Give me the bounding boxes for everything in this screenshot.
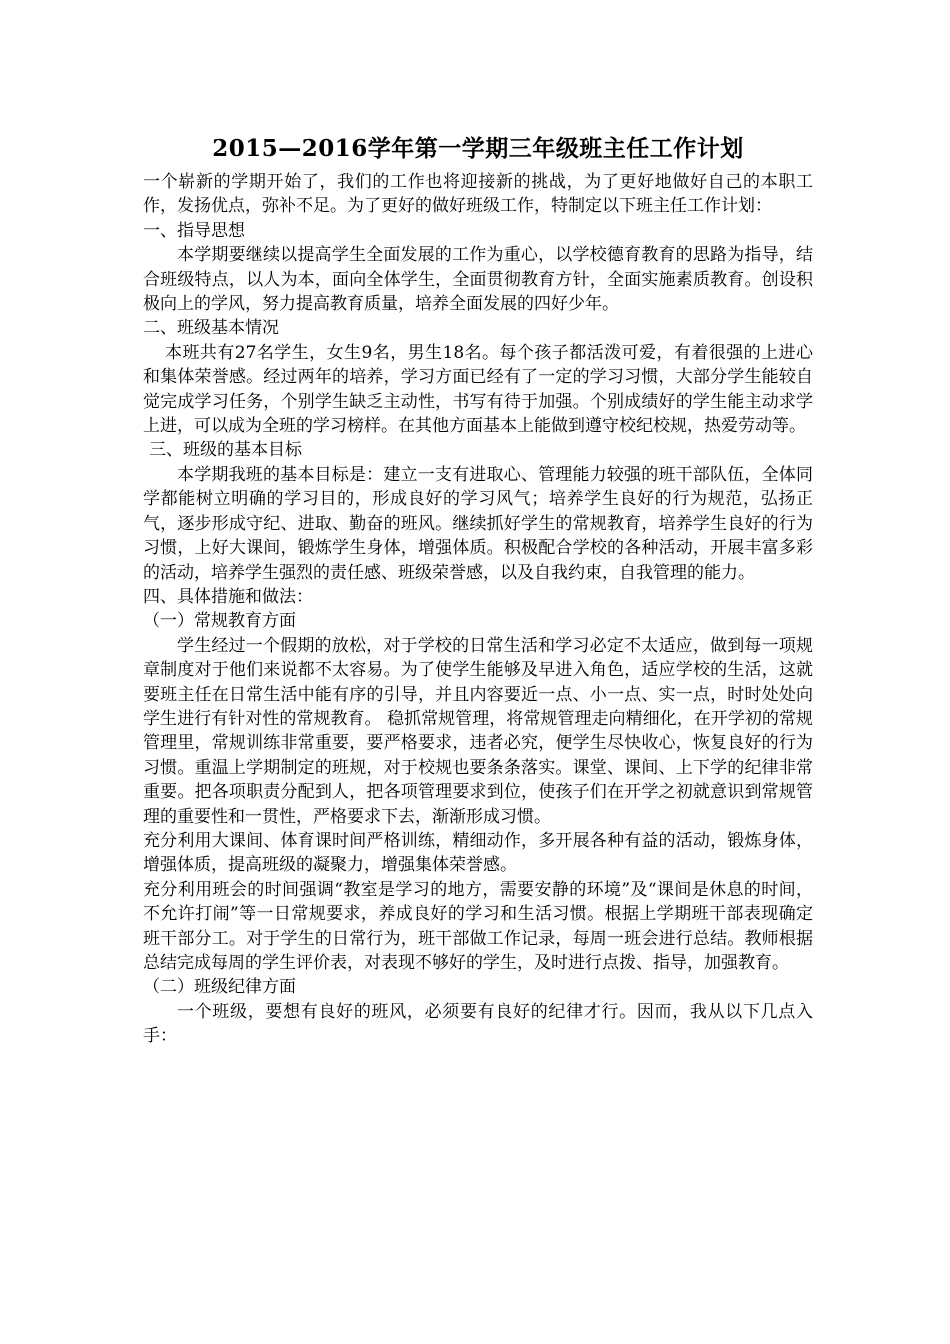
section-heading-guiding-ideology: 一、指导思想 xyxy=(143,220,245,241)
section-body-guiding-ideology: 本学期要继续以提高学生全面发展的工作为重心，以学校德育教育的思路为指导，结合班级特点，以人为本，面向全体学生，全面贯彻教育方针，全面实施素质教育。创设积极向上的学风，努力提高教育质量，培养全面发展的四好少年。 xyxy=(143,245,813,315)
section-body-class-goals: 本学期我班的基本目标是：建立一支有进取心、管理能力较强的班干部队伍，全体同学都能树立明确的学习目的，形成良好的学习风气；培养学生良好的行为规范，弘扬正气，逐步形成守纪、进取、勤奋的班风。继续抓好学生的常规教育，培养学生良好的行为习惯，上好大课间，锻炼学生身体，增强体质。积极配合学校的各种活动，开展丰富多彩的活动，培养学生强烈的责任感、班级荣誉感，以及自我约束，自我管理的能力。 xyxy=(143,464,813,583)
section-body-class-situation: 本班共有27名学生，女生9名，男生18名。每个孩子都活泼可爱，有着很强的上进心和集体荣誉感。经过两年的培养，学习方面已经有了一定的学习习惯，大部分学生能较自觉完成学习任务，个别学生缺乏主动性，书写有待于加强。个别成绩好的学生能主动求学上进，可以成为全班的学习榜样。在其他方面基本上能做到遵守校纪校规，热爱劳动等。 xyxy=(143,342,813,437)
subsection-heading-class-discipline: （二）班级纪律方面 xyxy=(143,977,296,998)
subsection-body-routine-education: 学生经过一个假期的放松，对于学校的日常生活和学习必定不太适应，做到每一项规章制度对于他们来说都不太容易。为了使学生能够及早进入角色，适应学校的生活，这就要班主任在日常生活中能有序的引导，并且内容要近一点、小一点、实一点，时时处处向学生进行有针对性的常规教育。 稳抓常规管理，将常规管理走向精细化，在开学初的常规管理里，常规训练非常重要，要严格要求，违者必究，便学生尽快收心，恢复良好的行为习惯。重温上学期制定的班规，对于校规也要条条落实。课堂、课间、上下学的纪律非常重要。把各项职责分配到人，把各项管理要求到位，使孩子们在开学之初就意识到常规管理的重要性和一贯性，严格要求下去，渐渐形成习惯。 xyxy=(143,635,813,827)
routine-education-paragraph-2: 充分利用大课间、体育课时间严格训练，精细动作，多开展各种有益的活动，锻炼身体，增强体质，提高班级的凝聚力，增强集体荣誉感。 xyxy=(143,830,813,876)
section-heading-class-situation: 二、班级基本情况 xyxy=(143,318,279,339)
subsection-body-class-discipline: 一个班级，要想有良好的班风，必须要有良好的纪律才行。因而，我从以下几点入手： xyxy=(143,1001,813,1047)
section-heading-class-goals: 三、班级的基本目标 xyxy=(149,440,302,461)
routine-education-paragraph-3: 充分利用班会的时间强调“教室是学习的地方，需要安静的环境”及“课间是休息的时间，不允许打闹”等一日常规要求，养成良好的学习和生活习惯。根据上学期班干部表现确定班干部分工。对于学生的日常行为，班干部做工作记录，每周一班会进行总结。教师根据总结完成每周的学生评价表，对表现不够好的学生，及时进行点拨、指导，加强教育。 xyxy=(143,879,813,973)
document-page xyxy=(143,132,813,1049)
section-heading-measures: 四、具体措施和做法： xyxy=(143,586,313,607)
document-title: 2015—2016学年第一学期三年级班主任工作计划 xyxy=(212,135,744,162)
intro-paragraph: 一个崭新的学期开始了，我们的工作也将迎接新的挑战，为了更好地做好自己的本职工作，发扬优点，弥补不足。为了更好的做好班级工作，特制定以下班主任工作计划： xyxy=(143,172,813,217)
subsection-heading-routine-education: （一）常规教育方面 xyxy=(143,611,296,632)
